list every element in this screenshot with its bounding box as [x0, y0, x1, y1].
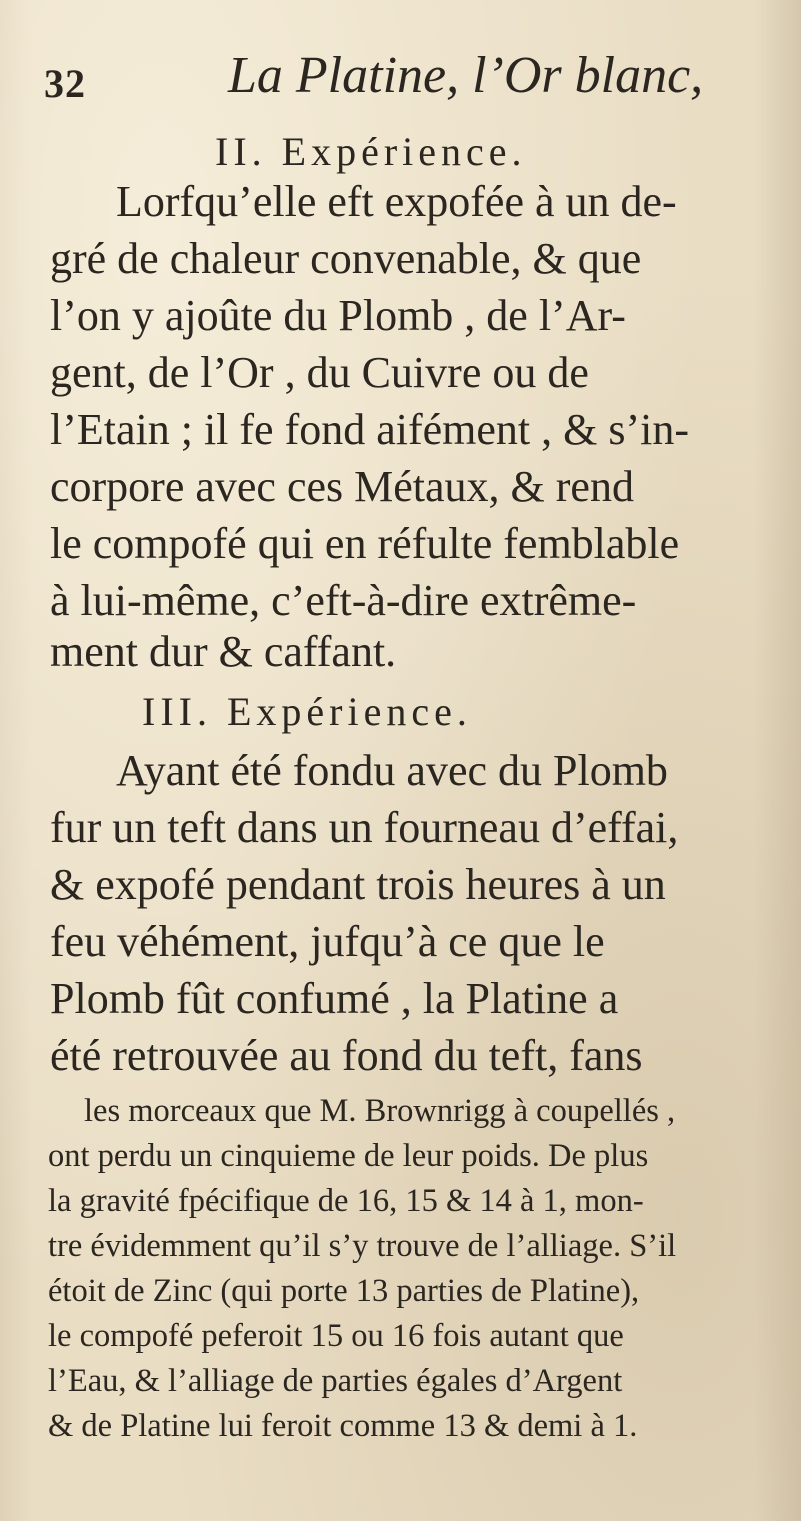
paragraph-line: été retrouvée au fond du teft, fans [50, 1031, 643, 1080]
paragraph-line: à lui-même, c’eft-à-dire extrême- [50, 576, 637, 625]
section-heading-2: II. Expérience. [215, 129, 527, 174]
note-line: la gravité fpécifique de 16, 15 & 14 à 1, mon- [48, 1183, 644, 1219]
paragraph-line: ment dur & caffant. [50, 627, 397, 676]
note-line: l’Eau, & l’alliage de parties égales d’Argent [48, 1363, 623, 1399]
page-number: 32 [44, 61, 86, 106]
page-header [44, 46, 764, 116]
note-line: tre évidemment qu’il s’y trouve de l’alliage. S’il [48, 1228, 677, 1264]
paragraph-line: Plomb fût confumé , la Platine a [50, 974, 619, 1023]
paragraph-line: fur un teft dans un fourneau d’effai, [50, 803, 679, 852]
paragraph-line: feu véhément, jufqu’à ce que le [50, 917, 605, 966]
note-line: & de Platine lui feroit comme 13 & demi à 1. [48, 1408, 638, 1444]
note-line: ont perdu un cinquieme de leur poids. De plus [48, 1138, 649, 1174]
paragraph-line: & expofé pendant trois heures à un [50, 860, 666, 909]
paragraph-line: gré de chaleur convenable, & que [50, 234, 642, 283]
paragraph-line: corpore avec ces Métaux, & rend [50, 462, 634, 511]
paragraph-line: l’on y ajoûte du Plomb , de l’Ar- [50, 291, 626, 340]
paragraph-line: l’Etain ; il fe fond aifément , & s’in- [50, 405, 690, 454]
note-line: les morceaux que M. Brownrigg à coupellés , [84, 1093, 676, 1129]
section-heading-3: III. Expérience. [142, 689, 472, 734]
paragraph-line: Lorfqu’elle eft expofée à un de- [116, 177, 677, 226]
paragraph-line: le compofé qui en réfulte femblable [50, 519, 680, 568]
running-title: La Platine, l’Or blanc, [228, 47, 704, 104]
paragraph-line: Ayant été fondu avec du Plomb [116, 746, 668, 795]
note-line: étoit de Zinc (qui porte 13 parties de Platine), [48, 1273, 640, 1309]
note-line: le compofé peferoit 15 ou 16 fois autant que [48, 1318, 624, 1354]
paragraph-line: gent, de l’Or , du Cuivre ou de [50, 348, 589, 397]
